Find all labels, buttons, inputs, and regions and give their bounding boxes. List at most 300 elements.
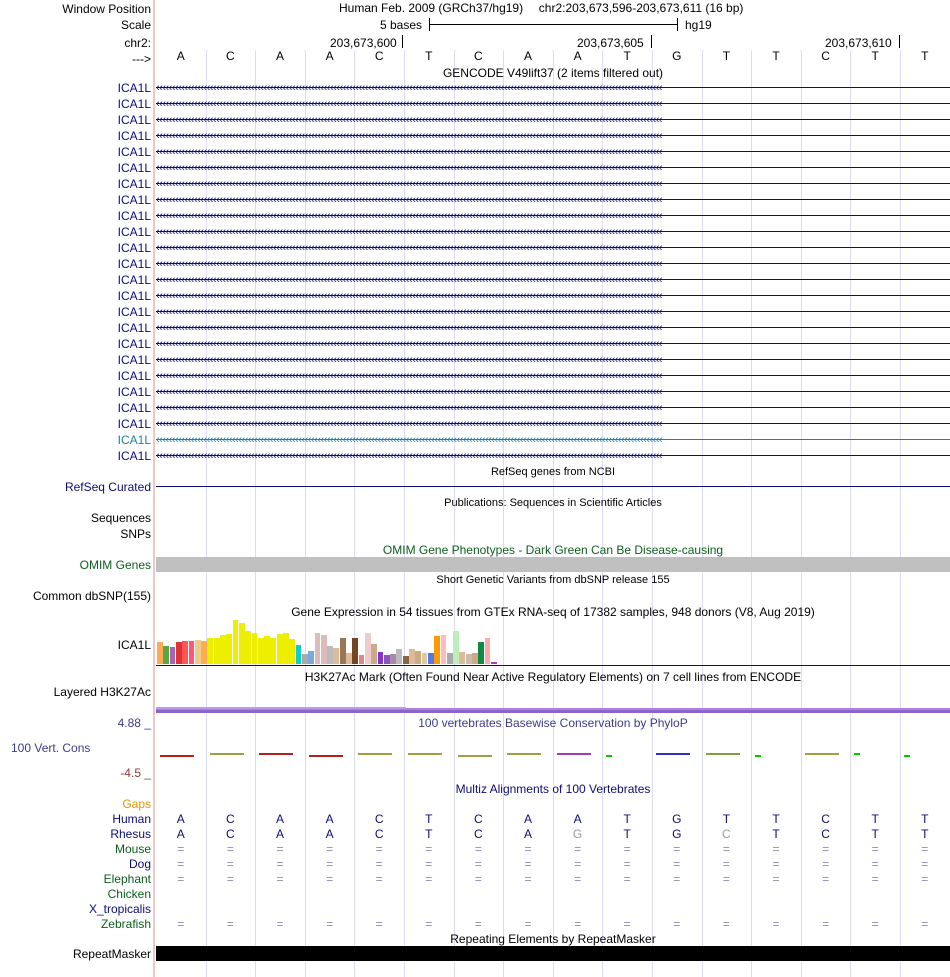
base-letter: C [226,49,235,63]
phylop-score-mark [259,753,293,755]
repeatmasker-bar[interactable] [156,946,950,961]
gtex-tissue-bar[interactable] [472,653,478,664]
gene-label-ica1l[interactable]: ICA1L [117,129,151,143]
omim-track-title: OMIM Gene Phenotypes - Dark Green Can Be Disease-causing [382,543,724,557]
species-label[interactable]: Chicken [107,887,151,901]
gtex-tissue-bar[interactable] [176,642,182,664]
refseq-track-label[interactable]: RefSeq Curated [64,480,151,494]
gene-label-ica1l[interactable]: ICA1L [117,81,151,95]
gencode-track-title: GENCODE V49lift37 (2 items filtered out) [442,66,664,80]
snps-track-label[interactable]: SNPs [120,527,151,541]
alignment-base: = [673,917,681,931]
alignment-base: = [574,857,582,871]
strand-label: ---> [132,52,151,66]
base-letter: T [623,49,631,63]
strand-arrow-icon: ‹‹‹‹‹‹‹‹‹‹‹‹‹‹‹‹‹‹‹‹‹‹‹‹‹‹‹‹‹‹‹‹‹‹‹‹‹‹‹‹‹‹‹‹‹‹‹‹‹‹‹‹‹‹‹‹‹‹‹‹‹‹‹‹‹‹‹‹‹‹‹‹‹‹‹‹‹‹‹‹‹‹‹‹‹‹‹‹‹‹‹‹‹‹‹‹‹‹‹‹‹‹‹‹‹‹‹‹‹‹‹‹‹‹‹‹‹‹‹‹‹‹‹‹‹‹‹‹‹‹‹‹‹‹‹‹‹‹‹‹‹‹‹‹‹‹‹‹‹‹‹‹‹‹‹‹‹‹‹‹ [156,386,663,398]
strand-arrow-icon: ‹‹‹‹‹‹‹‹‹‹‹‹‹‹‹‹‹‹‹‹‹‹‹‹‹‹‹‹‹‹‹‹‹‹‹‹‹‹‹‹‹‹‹‹‹‹‹‹‹‹‹‹‹‹‹‹‹‹‹‹‹‹‹‹‹‹‹‹‹‹‹‹‹‹‹‹‹‹‹‹‹‹‹‹‹‹‹‹‹‹‹‹‹‹‹‹‹‹‹‹‹‹‹‹‹‹‹‹‹‹‹‹‹‹‹‹‹‹‹‹‹‹‹‹‹‹‹‹‹‹‹‹‹‹‹‹‹‹‹‹‹‹‹‹‹‹‹‹‹‹‹‹‹‹‹‹‹‹‹‹ [156,290,663,302]
gtex-tissue-bar[interactable] [226,634,232,664]
gtex-tissue-bar[interactable] [428,653,434,664]
strand-arrow-icon: ‹‹‹‹‹‹‹‹‹‹‹‹‹‹‹‹‹‹‹‹‹‹‹‹‹‹‹‹‹‹‹‹‹‹‹‹‹‹‹‹‹‹‹‹‹‹‹‹‹‹‹‹‹‹‹‹‹‹‹‹‹‹‹‹‹‹‹‹‹‹‹‹‹‹‹‹‹‹‹‹‹‹‹‹‹‹‹‹‹‹‹‹‹‹‹‹‹‹‹‹‹‹‹‹‹‹‹‹‹‹‹‹‹‹‹‹‹‹‹‹‹‹‹‹‹‹‹‹‹‹‹‹‹‹‹‹‹‹‹‹‹‹‹‹‹‹‹‹‹‹‹‹‹‹‹‹‹‹‹‹ [156,306,663,318]
base-letter: A [275,49,284,63]
alignment-base: = [474,857,482,871]
alignment-base: = [425,872,433,886]
phylop-score-mark [706,753,740,755]
alignment-base: A [523,827,532,841]
gene-label-ica1l[interactable]: ICA1L [117,385,151,399]
alignment-base: = [276,842,284,856]
gtex-tissue-bar[interactable] [308,651,314,664]
gene-label-ica1l[interactable]: ICA1L [117,321,151,335]
alignment-base: A [176,812,185,826]
gtex-tissue-bar[interactable] [220,635,226,664]
alignment-base: = [375,842,383,856]
base-letter: A [573,49,582,63]
phylop-score-mark [854,753,860,755]
phylop-score-mark [210,753,244,755]
alignment-base: T [425,812,433,826]
alignment-base: = [375,917,383,931]
species-label[interactable]: Dog [128,857,151,871]
alignment-base: = [524,842,532,856]
track-labels [0,0,151,977]
base-letter: C [374,49,384,63]
alignment-base: = [177,842,185,856]
gene-track-row[interactable] [156,81,950,95]
sequences-track-label[interactable]: Sequences [90,511,151,525]
gene-track-row[interactable] [156,113,950,127]
alignment-base: C [722,827,731,841]
h3k27ac-signal-layer[interactable] [156,707,406,709]
coord-label: 203,673,605 [577,36,644,50]
gtex-tissue-bar[interactable] [245,631,251,664]
gtex-tissue-bar[interactable] [302,654,308,664]
gtex-baseline [156,665,950,666]
gtex-tissue-bar[interactable] [163,646,169,664]
gene-track-row[interactable] [156,401,950,415]
h3k27ac-track-label[interactable]: Layered H3K27Ac [53,685,151,699]
coord-tick [651,35,652,48]
gene-track-row[interactable] [156,385,950,399]
alignment-base: = [673,842,681,856]
gene-track-row[interactable] [156,273,950,287]
phylop-score-mark [904,755,910,757]
alignment-base: = [574,872,582,886]
gtex-tissue-bar[interactable] [182,641,188,664]
alignment-base: = [177,917,185,931]
base-letter: C [821,49,830,63]
gtex-tissue-bar[interactable] [170,647,176,664]
h3k27ac-track-title: H3K27Ac Mark (Often Found Near Active Regulatory Elements) on 7 cell lines from ENCODE [304,670,802,684]
alignment-base: = [375,872,383,886]
gene-label-ica1l[interactable]: ICA1L [117,449,151,463]
alignment-base: = [326,842,334,856]
gtex-tissue-bar[interactable] [340,638,346,664]
gene-label-ica1l[interactable]: ICA1L [117,177,151,191]
base-letter: A [176,49,185,63]
alignment-base: C [374,812,384,826]
phylop-score-mark [606,755,612,757]
base-letter: T [425,49,433,63]
gtex-tissue-bar[interactable] [371,644,377,664]
gene-track-row[interactable] [156,417,950,431]
alignment-base: = [772,842,780,856]
alignment-base: = [425,857,433,871]
gene-track-row[interactable] [156,209,950,223]
alignment-base: = [822,872,830,886]
gene-label-ica1l[interactable]: ICA1L [117,113,151,127]
gene-track-row[interactable] [156,433,950,447]
alignment-base: = [772,872,780,886]
gene-track-row[interactable] [156,129,950,143]
base-letter: C [474,49,483,63]
strand-arrow-icon: ‹‹‹‹‹‹‹‹‹‹‹‹‹‹‹‹‹‹‹‹‹‹‹‹‹‹‹‹‹‹‹‹‹‹‹‹‹‹‹‹‹‹‹‹‹‹‹‹‹‹‹‹‹‹‹‹‹‹‹‹‹‹‹‹‹‹‹‹‹‹‹‹‹‹‹‹‹‹‹‹‹‹‹‹‹‹‹‹‹‹‹‹‹‹‹‹‹‹‹‹‹‹‹‹‹‹‹‹‹‹‹‹‹‹‹‹‹‹‹‹‹‹‹‹‹‹‹‹‹‹‹‹‹‹‹‹‹‹‹‹‹‹‹‹‹‹‹‹‹‹‹‹‹‹‹‹‹‹‹‹ [156,450,663,462]
refseq-track-title: RefSeq genes from NCBI [490,466,616,478]
alignment-base: = [921,842,929,856]
alignment-base: = [524,917,532,931]
alignment-base: = [326,857,334,871]
phylop-score-mark [309,755,343,757]
gtex-tissue-bar[interactable] [321,635,327,664]
gtex-tissue-bar[interactable] [466,654,472,664]
alignment-base: = [623,872,631,886]
alignment-base: T [623,812,631,826]
gtex-tissue-bar[interactable] [327,646,333,664]
gtex-tissue-bar[interactable] [195,640,201,664]
phylop-min-label: -4.5 _ [120,766,151,780]
window-position-label: Window Position [62,2,151,16]
alignment-base: = [574,842,582,856]
alignment-base: G [572,827,583,841]
base-sequence-row [156,49,950,63]
phylop-score-mark [755,755,761,757]
gtex-tissue-bar[interactable] [264,636,270,664]
gene-label-ica1l[interactable]: ICA1L [117,337,151,351]
base-letter: T [921,49,929,63]
alignment-base: = [226,872,234,886]
omim-track-label[interactable]: OMIM Genes [79,558,151,572]
track-label-pane [0,0,153,977]
gene-track-row[interactable] [156,353,950,367]
alignment-base: = [226,917,234,931]
alignment-base: = [921,872,929,886]
gene-label-ica1l[interactable]: ICA1L [117,369,151,383]
position-text: chr2:203,673,596-203,673,611 (16 bp) [538,1,744,15]
gtex-tissue-bar[interactable] [453,631,459,664]
gtex-track-label[interactable]: ICA1L [117,638,151,652]
species-label[interactable]: Zebrafish [100,917,151,931]
gene-track-row[interactable] [156,321,950,335]
strand-arrow-icon: ‹‹‹‹‹‹‹‹‹‹‹‹‹‹‹‹‹‹‹‹‹‹‹‹‹‹‹‹‹‹‹‹‹‹‹‹‹‹‹‹‹‹‹‹‹‹‹‹‹‹‹‹‹‹‹‹‹‹‹‹‹‹‹‹‹‹‹‹‹‹‹‹‹‹‹‹‹‹‹‹‹‹‹‹‹‹‹‹‹‹‹‹‹‹‹‹‹‹‹‹‹‹‹‹‹‹‹‹‹‹‹‹‹‹‹‹‹‹‹‹‹‹‹‹‹‹‹‹‹‹‹‹‹‹‹‹‹‹‹‹‹‹‹‹‹‹‹‹‹‹‹‹‹‹‹‹‹‹‹‹ [156,242,663,254]
gene-label-ica1l[interactable]: ICA1L [117,417,151,431]
chrom-label: chr2: [124,36,151,50]
strand-arrow-icon: ‹‹‹‹‹‹‹‹‹‹‹‹‹‹‹‹‹‹‹‹‹‹‹‹‹‹‹‹‹‹‹‹‹‹‹‹‹‹‹‹‹‹‹‹‹‹‹‹‹‹‹‹‹‹‹‹‹‹‹‹‹‹‹‹‹‹‹‹‹‹‹‹‹‹‹‹‹‹‹‹‹‹‹‹‹‹‹‹‹‹‹‹‹‹‹‹‹‹‹‹‹‹‹‹‹‹‹‹‹‹‹‹‹‹‹‹‹‹‹‹‹‹‹‹‹‹‹‹‹‹‹‹‹‹‹‹‹‹‹‹‹‹‹‹‹‹‹‹‹‹‹‹‹‹‹‹‹‹‹‹ [156,194,663,206]
alignment-base: T [921,812,929,826]
alignment-base: = [722,857,730,871]
alignment-base: T [871,812,879,826]
gtex-tissue-bar[interactable] [378,652,384,664]
alignment-base: = [425,842,433,856]
gene-label-ica1l[interactable]: ICA1L [117,305,151,319]
repeatmasker-track-label[interactable]: RepeatMasker [72,947,151,961]
strand-arrow-icon: ‹‹‹‹‹‹‹‹‹‹‹‹‹‹‹‹‹‹‹‹‹‹‹‹‹‹‹‹‹‹‹‹‹‹‹‹‹‹‹‹‹‹‹‹‹‹‹‹‹‹‹‹‹‹‹‹‹‹‹‹‹‹‹‹‹‹‹‹‹‹‹‹‹‹‹‹‹‹‹‹‹‹‹‹‹‹‹‹‹‹‹‹‹‹‹‹‹‹‹‹‹‹‹‹‹‹‹‹‹‹‹‹‹‹‹‹‹‹‹‹‹‹‹‹‹‹‹‹‹‹‹‹‹‹‹‹‹‹‹‹‹‹‹‹‹‹‹‹‹‹‹‹‹‹‹‹‹‹‹‹ [156,210,663,222]
alignment-base: = [673,857,681,871]
alignment-base: = [871,857,879,871]
gene-label-ica1l[interactable]: ICA1L [117,161,151,175]
coord-tick [899,35,900,48]
gtex-tissue-bar[interactable] [258,638,264,664]
strand-arrow-icon: ‹‹‹‹‹‹‹‹‹‹‹‹‹‹‹‹‹‹‹‹‹‹‹‹‹‹‹‹‹‹‹‹‹‹‹‹‹‹‹‹‹‹‹‹‹‹‹‹‹‹‹‹‹‹‹‹‹‹‹‹‹‹‹‹‹‹‹‹‹‹‹‹‹‹‹‹‹‹‹‹‹‹‹‹‹‹‹‹‹‹‹‹‹‹‹‹‹‹‹‹‹‹‹‹‹‹‹‹‹‹‹‹‹‹‹‹‹‹‹‹‹‹‹‹‹‹‹‹‹‹‹‹‹‹‹‹‹‹‹‹‹‹‹‹‹‹‹‹‹‹‹‹‹‹‹‹‹‹‹‹ [156,82,663,94]
alignment-base: C [374,827,384,841]
strand-arrow-icon: ‹‹‹‹‹‹‹‹‹‹‹‹‹‹‹‹‹‹‹‹‹‹‹‹‹‹‹‹‹‹‹‹‹‹‹‹‹‹‹‹‹‹‹‹‹‹‹‹‹‹‹‹‹‹‹‹‹‹‹‹‹‹‹‹‹‹‹‹‹‹‹‹‹‹‹‹‹‹‹‹‹‹‹‹‹‹‹‹‹‹‹‹‹‹‹‹‹‹‹‹‹‹‹‹‹‹‹‹‹‹‹‹‹‹‹‹‹‹‹‹‹‹‹‹‹‹‹‹‹‹‹‹‹‹‹‹‹‹‹‹‹‹‹‹‹‹‹‹‹‹‹‹‹‹‹‹‹‹‹‹ [156,130,663,142]
strand-arrow-icon: ‹‹‹‹‹‹‹‹‹‹‹‹‹‹‹‹‹‹‹‹‹‹‹‹‹‹‹‹‹‹‹‹‹‹‹‹‹‹‹‹‹‹‹‹‹‹‹‹‹‹‹‹‹‹‹‹‹‹‹‹‹‹‹‹‹‹‹‹‹‹‹‹‹‹‹‹‹‹‹‹‹‹‹‹‹‹‹‹‹‹‹‹‹‹‹‹‹‹‹‹‹‹‹‹‹‹‹‹‹‹‹‹‹‹‹‹‹‹‹‹‹‹‹‹‹‹‹‹‹‹‹‹‹‹‹‹‹‹‹‹‹‹‹‹‹‹‹‹‹‹‹‹‹‹‹‹‹‹‹‹ [156,434,663,446]
gtex-tissue-bar[interactable] [359,655,365,664]
gtex-tissue-bar[interactable] [189,641,195,664]
dbsnp-track-label[interactable]: Common dbSNP(155) [32,589,151,603]
alignment-base: C [474,827,483,841]
scale-bar [429,24,677,25]
strand-arrow-icon: ‹‹‹‹‹‹‹‹‹‹‹‹‹‹‹‹‹‹‹‹‹‹‹‹‹‹‹‹‹‹‹‹‹‹‹‹‹‹‹‹‹‹‹‹‹‹‹‹‹‹‹‹‹‹‹‹‹‹‹‹‹‹‹‹‹‹‹‹‹‹‹‹‹‹‹‹‹‹‹‹‹‹‹‹‹‹‹‹‹‹‹‹‹‹‹‹‹‹‹‹‹‹‹‹‹‹‹‹‹‹‹‹‹‹‹‹‹‹‹‹‹‹‹‹‹‹‹‹‹‹‹‹‹‹‹‹‹‹‹‹‹‹‹‹‹‹‹‹‹‹‹‹‹‹‹‹‹‹‹‹ [156,418,663,430]
alignment-base: = [673,872,681,886]
gtex-tissue-bar[interactable] [384,655,390,664]
alignment-base: = [474,872,482,886]
strand-arrow-icon: ‹‹‹‹‹‹‹‹‹‹‹‹‹‹‹‹‹‹‹‹‹‹‹‹‹‹‹‹‹‹‹‹‹‹‹‹‹‹‹‹‹‹‹‹‹‹‹‹‹‹‹‹‹‹‹‹‹‹‹‹‹‹‹‹‹‹‹‹‹‹‹‹‹‹‹‹‹‹‹‹‹‹‹‹‹‹‹‹‹‹‹‹‹‹‹‹‹‹‹‹‹‹‹‹‹‹‹‹‹‹‹‹‹‹‹‹‹‹‹‹‹‹‹‹‹‹‹‹‹‹‹‹‹‹‹‹‹‹‹‹‹‹‹‹‹‹‹‹‹‹‹‹‹‹‹‹‹‹‹‹ [156,146,663,158]
alignment-base: A [523,812,532,826]
scale-bar-right-tick [677,18,678,31]
gene-label-ica1l[interactable]: ICA1L [117,273,151,287]
alignment-base: = [871,917,879,931]
gene-label-ica1l[interactable]: ICA1L [117,145,151,159]
strand-arrow-icon: ‹‹‹‹‹‹‹‹‹‹‹‹‹‹‹‹‹‹‹‹‹‹‹‹‹‹‹‹‹‹‹‹‹‹‹‹‹‹‹‹‹‹‹‹‹‹‹‹‹‹‹‹‹‹‹‹‹‹‹‹‹‹‹‹‹‹‹‹‹‹‹‹‹‹‹‹‹‹‹‹‹‹‹‹‹‹‹‹‹‹‹‹‹‹‹‹‹‹‹‹‹‹‹‹‹‹‹‹‹‹‹‹‹‹‹‹‹‹‹‹‹‹‹‹‹‹‹‹‹‹‹‹‹‹‹‹‹‹‹‹‹‹‹‹‹‹‹‹‹‹‹‹‹‹‹‹‹‹‹‹ [156,258,663,270]
species-label[interactable]: Human [112,812,151,826]
omim-phenotype-bar[interactable] [156,557,950,572]
strand-arrow-icon: ‹‹‹‹‹‹‹‹‹‹‹‹‹‹‹‹‹‹‹‹‹‹‹‹‹‹‹‹‹‹‹‹‹‹‹‹‹‹‹‹‹‹‹‹‹‹‹‹‹‹‹‹‹‹‹‹‹‹‹‹‹‹‹‹‹‹‹‹‹‹‹‹‹‹‹‹‹‹‹‹‹‹‹‹‹‹‹‹‹‹‹‹‹‹‹‹‹‹‹‹‹‹‹‹‹‹‹‹‹‹‹‹‹‹‹‹‹‹‹‹‹‹‹‹‹‹‹‹‹‹‹‹‹‹‹‹‹‹‹‹‹‹‹‹‹‹‹‹‹‹‹‹‹‹‹‹‹‹‹‹ [156,338,663,350]
species-label[interactable]: Rhesus [110,827,151,841]
alignment-base: = [722,842,730,856]
gtex-tissue-bar[interactable] [441,635,447,664]
alignment-base: A [325,812,334,826]
gene-label-ica1l[interactable]: ICA1L [117,225,151,239]
gtex-tissue-bar[interactable] [403,656,409,664]
gtex-tissue-bar[interactable] [415,651,421,664]
gene-track-row[interactable] [156,161,950,175]
pane-separator[interactable] [153,0,155,977]
phylop-score-mark [507,753,541,755]
species-label[interactable]: Mouse [114,842,151,856]
alignment-base: = [623,857,631,871]
gene-label-ica1l[interactable]: ICA1L [117,209,151,223]
alignment-base: = [474,842,482,856]
alignment-base: = [177,857,185,871]
gene-track-row[interactable] [156,257,950,271]
base-letter: A [523,49,532,63]
alignment-base: C [226,812,235,826]
species-label[interactable]: X_tropicalis [88,902,151,916]
gene-track-row[interactable] [156,145,950,159]
base-letter: A [325,49,334,63]
alignment-base: = [722,917,730,931]
gtex-tissue-bar[interactable] [447,653,453,664]
alignment-base: T [722,812,731,826]
alignment-base: = [276,872,284,886]
assembly-text: Human Feb. 2009 (GRCh37/hg19) [339,1,524,15]
alignment-base: = [623,917,631,931]
coord-label: 203,673,600 [330,36,397,50]
gene-track-row[interactable] [156,193,950,207]
strand-arrow-icon: ‹‹‹‹‹‹‹‹‹‹‹‹‹‹‹‹‹‹‹‹‹‹‹‹‹‹‹‹‹‹‹‹‹‹‹‹‹‹‹‹‹‹‹‹‹‹‹‹‹‹‹‹‹‹‹‹‹‹‹‹‹‹‹‹‹‹‹‹‹‹‹‹‹‹‹‹‹‹‹‹‹‹‹‹‹‹‹‹‹‹‹‹‹‹‹‹‹‹‹‹‹‹‹‹‹‹‹‹‹‹‹‹‹‹‹‹‹‹‹‹‹‹‹‹‹‹‹‹‹‹‹‹‹‹‹‹‹‹‹‹‹‹‹‹‹‹‹‹‹‹‹‹‹‹‹‹‹‹‹‹ [156,274,663,286]
alignment-base: T [425,827,433,841]
alignment-base: = [871,842,879,856]
gtex-tissue-bar[interactable] [491,662,497,664]
alignment-base: = [921,917,929,931]
base-letter: T [722,49,731,63]
gene-track-row[interactable] [156,289,950,303]
strand-arrow-icon: ‹‹‹‹‹‹‹‹‹‹‹‹‹‹‹‹‹‹‹‹‹‹‹‹‹‹‹‹‹‹‹‹‹‹‹‹‹‹‹‹‹‹‹‹‹‹‹‹‹‹‹‹‹‹‹‹‹‹‹‹‹‹‹‹‹‹‹‹‹‹‹‹‹‹‹‹‹‹‹‹‹‹‹‹‹‹‹‹‹‹‹‹‹‹‹‹‹‹‹‹‹‹‹‹‹‹‹‹‹‹‹‹‹‹‹‹‹‹‹‹‹‹‹‹‹‹‹‹‹‹‹‹‹‹‹‹‹‹‹‹‹‹‹‹‹‹‹‹‹‹‹‹‹‹‹‹‹‹‹‹ [156,162,663,174]
alignment-base: = [474,917,482,931]
gtex-tissue-bar[interactable] [283,633,289,664]
base-letter: T [871,49,879,63]
gene-label-ica1l[interactable]: ICA1L [117,289,151,303]
gtex-tissue-bar[interactable] [315,633,321,664]
phylop-score-mark [656,753,690,755]
gtex-tissue-bar[interactable] [252,633,258,664]
gtex-tissue-bar[interactable] [352,638,358,664]
gtex-tissue-bar[interactable] [485,638,491,664]
gtex-tissue-bar[interactable] [214,638,220,664]
gtex-tissue-bar[interactable] [396,649,402,664]
track-image-area[interactable] [156,0,950,977]
gene-track-row[interactable] [156,337,950,351]
gtex-tissue-bar[interactable] [201,641,207,664]
gtex-bar-chart[interactable] [156,620,536,664]
alignment-base: A [325,827,334,841]
gene-track-row[interactable] [156,97,950,111]
alignment-base: = [425,917,433,931]
alignment-base: = [276,857,284,871]
gtex-tissue-bar[interactable] [277,634,283,664]
gtex-tissue-bar[interactable] [207,638,213,664]
alignment-base: = [822,842,830,856]
gene-track-row[interactable] [156,225,950,239]
gtex-tissue-bar[interactable] [459,652,465,664]
alignment-base: = [524,872,532,886]
gtex-tissue-bar[interactable] [233,620,239,664]
phylop-score-mark [805,753,839,755]
gtex-tissue-bar[interactable] [365,633,371,664]
gene-track-row[interactable] [156,449,950,463]
gene-track-row[interactable] [156,177,950,191]
gtex-tissue-bar[interactable] [478,642,484,664]
alignment-base: = [177,872,185,886]
alignment-base: A [275,812,284,826]
strand-arrow-icon: ‹‹‹‹‹‹‹‹‹‹‹‹‹‹‹‹‹‹‹‹‹‹‹‹‹‹‹‹‹‹‹‹‹‹‹‹‹‹‹‹‹‹‹‹‹‹‹‹‹‹‹‹‹‹‹‹‹‹‹‹‹‹‹‹‹‹‹‹‹‹‹‹‹‹‹‹‹‹‹‹‹‹‹‹‹‹‹‹‹‹‹‹‹‹‹‹‹‹‹‹‹‹‹‹‹‹‹‹‹‹‹‹‹‹‹‹‹‹‹‹‹‹‹‹‹‹‹‹‹‹‹‹‹‹‹‹‹‹‹‹‹‹‹‹‹‹‹‹‹‹‹‹‹‹‹‹‹‹‹‹ [156,98,663,110]
alignment-base: T [772,812,780,826]
alignment-base: A [176,827,185,841]
alignment-base: = [822,857,830,871]
multiz-track-title: Multiz Alignments of 100 Vertebrates [455,782,651,796]
alignment-base: = [226,857,234,871]
multiz-gaps-label: Gaps [122,797,151,811]
strand-arrow-icon: ‹‹‹‹‹‹‹‹‹‹‹‹‹‹‹‹‹‹‹‹‹‹‹‹‹‹‹‹‹‹‹‹‹‹‹‹‹‹‹‹‹‹‹‹‹‹‹‹‹‹‹‹‹‹‹‹‹‹‹‹‹‹‹‹‹‹‹‹‹‹‹‹‹‹‹‹‹‹‹‹‹‹‹‹‹‹‹‹‹‹‹‹‹‹‹‹‹‹‹‹‹‹‹‹‹‹‹‹‹‹‹‹‹‹‹‹‹‹‹‹‹‹‹‹‹‹‹‹‹‹‹‹‹‹‹‹‹‹‹‹‹‹‹‹‹‹‹‹‹‹‹‹‹‹‹‹‹‹‹‹ [156,226,663,238]
gene-label-ica1l[interactable]: ICA1L [117,241,151,255]
strand-arrow-icon: ‹‹‹‹‹‹‹‹‹‹‹‹‹‹‹‹‹‹‹‹‹‹‹‹‹‹‹‹‹‹‹‹‹‹‹‹‹‹‹‹‹‹‹‹‹‹‹‹‹‹‹‹‹‹‹‹‹‹‹‹‹‹‹‹‹‹‹‹‹‹‹‹‹‹‹‹‹‹‹‹‹‹‹‹‹‹‹‹‹‹‹‹‹‹‹‹‹‹‹‹‹‹‹‹‹‹‹‹‹‹‹‹‹‹‹‹‹‹‹‹‹‹‹‹‹‹‹‹‹‹‹‹‹‹‹‹‹‹‹‹‹‹‹‹‹‹‹‹‹‹‹‹‹‹‹‹‹‹‹‹ [156,322,663,334]
gtex-tissue-bar[interactable] [409,649,415,664]
gene-label-ica1l[interactable]: ICA1L [117,353,151,367]
base-letter: T [772,49,780,63]
gene-track-row[interactable] [156,241,950,255]
publications-track-title: Publications: Sequences in Scientific Articles [444,497,662,509]
repeatmasker-track-title: Repeating Elements by RepeatMasker [450,932,656,946]
alignment-base: = [574,917,582,931]
alignment-base: C [474,812,483,826]
alignment-base: = [375,857,383,871]
alignment-base: = [921,857,929,871]
alignment-base: T [772,827,780,841]
alignment-base: = [326,917,334,931]
alignment-base: C [226,827,235,841]
alignment-base: C [821,812,830,826]
gene-label-ica1l[interactable]: ICA1L [117,257,151,271]
refseq-gene-line[interactable] [156,486,950,487]
strand-arrow-icon: ‹‹‹‹‹‹‹‹‹‹‹‹‹‹‹‹‹‹‹‹‹‹‹‹‹‹‹‹‹‹‹‹‹‹‹‹‹‹‹‹‹‹‹‹‹‹‹‹‹‹‹‹‹‹‹‹‹‹‹‹‹‹‹‹‹‹‹‹‹‹‹‹‹‹‹‹‹‹‹‹‹‹‹‹‹‹‹‹‹‹‹‹‹‹‹‹‹‹‹‹‹‹‹‹‹‹‹‹‹‹‹‹‹‹‹‹‹‹‹‹‹‹‹‹‹‹‹‹‹‹‹‹‹‹‹‹‹‹‹‹‹‹‹‹‹‹‹‹‹‹‹‹‹‹‹‹‹‹‹‹ [156,114,663,126]
gtex-tissue-bar[interactable] [289,639,295,664]
scale-text: 5 bases [380,18,423,32]
alignment-base: = [722,872,730,886]
alignment-base: = [871,872,879,886]
gtex-tissue-bar[interactable] [296,645,302,664]
gene-track-row[interactable] [156,305,950,319]
alignment-base: = [326,872,334,886]
strand-arrow-icon: ‹‹‹‹‹‹‹‹‹‹‹‹‹‹‹‹‹‹‹‹‹‹‹‹‹‹‹‹‹‹‹‹‹‹‹‹‹‹‹‹‹‹‹‹‹‹‹‹‹‹‹‹‹‹‹‹‹‹‹‹‹‹‹‹‹‹‹‹‹‹‹‹‹‹‹‹‹‹‹‹‹‹‹‹‹‹‹‹‹‹‹‹‹‹‹‹‹‹‹‹‹‹‹‹‹‹‹‹‹‹‹‹‹‹‹‹‹‹‹‹‹‹‹‹‹‹‹‹‹‹‹‹‹‹‹‹‹‹‹‹‹‹‹‹‹‹‹‹‹‹‹‹‹‹‹‹‹‹‹‹ [156,370,663,382]
scale-db: hg19 [685,18,712,32]
gene-label-ica1l[interactable]: ICA1L [117,193,151,207]
gtex-tissue-bar[interactable] [346,653,352,664]
alignment-base: C [821,827,830,841]
alignment-base: = [772,917,780,931]
species-label[interactable]: Elephant [103,872,151,886]
alignment-base: = [524,857,532,871]
gtex-tissue-bar[interactable] [422,653,428,664]
alignment-base: G [672,812,682,826]
phylop-score-mark [408,753,442,755]
gtex-tissue-bar[interactable] [390,654,396,664]
h3k27ac-signal-layer[interactable] [156,710,950,713]
alignment-base: G [672,827,682,841]
coord-label: 203,673,610 [825,36,892,50]
phylop-max-label: 4.88 _ [117,716,151,730]
alignment-base: = [822,917,830,931]
scale-label: Scale [120,18,151,32]
phylop-track-label[interactable]: 100 Vert. Cons [11,741,91,755]
alignment-base: T [871,827,879,841]
dbsnp-track-title: Short Genetic Variants from dbSNP release 155 [436,574,670,586]
strand-arrow-icon: ‹‹‹‹‹‹‹‹‹‹‹‹‹‹‹‹‹‹‹‹‹‹‹‹‹‹‹‹‹‹‹‹‹‹‹‹‹‹‹‹‹‹‹‹‹‹‹‹‹‹‹‹‹‹‹‹‹‹‹‹‹‹‹‹‹‹‹‹‹‹‹‹‹‹‹‹‹‹‹‹‹‹‹‹‹‹‹‹‹‹‹‹‹‹‹‹‹‹‹‹‹‹‹‹‹‹‹‹‹‹‹‹‹‹‹‹‹‹‹‹‹‹‹‹‹‹‹‹‹‹‹‹‹‹‹‹‹‹‹‹‹‹‹‹‹‹‹‹‹‹‹‹‹‹‹‹‹‹‹‹ [156,402,663,414]
gene-track-row[interactable] [156,369,950,383]
alignment-base: A [573,812,582,826]
strand-arrow-icon: ‹‹‹‹‹‹‹‹‹‹‹‹‹‹‹‹‹‹‹‹‹‹‹‹‹‹‹‹‹‹‹‹‹‹‹‹‹‹‹‹‹‹‹‹‹‹‹‹‹‹‹‹‹‹‹‹‹‹‹‹‹‹‹‹‹‹‹‹‹‹‹‹‹‹‹‹‹‹‹‹‹‹‹‹‹‹‹‹‹‹‹‹‹‹‹‹‹‹‹‹‹‹‹‹‹‹‹‹‹‹‹‹‹‹‹‹‹‹‹‹‹‹‹‹‹‹‹‹‹‹‹‹‹‹‹‹‹‹‹‹‹‹‹‹‹‹‹‹‹‹‹‹‹‹‹‹‹‹‹‹ [156,178,663,190]
gtex-track-title: Gene Expression in 54 tissues from GTEx RNA-seq of 17382 samples, 948 donors (V8, Aug 2019) [291,605,815,619]
gtex-tissue-bar[interactable] [270,638,276,664]
coord-tick [402,35,403,48]
phylop-score-mark [358,753,392,755]
gtex-tissue-bar[interactable] [239,623,245,664]
gtex-tissue-bar[interactable] [333,648,339,664]
gtex-tissue-bar[interactable] [434,636,440,664]
position-header [339,1,743,15]
gene-label-ica1l[interactable]: ICA1L [117,433,151,447]
gene-label-ica1l[interactable]: ICA1L [117,401,151,415]
gtex-tissue-bar[interactable] [157,642,163,664]
gene-label-ica1l[interactable]: ICA1L [117,97,151,111]
